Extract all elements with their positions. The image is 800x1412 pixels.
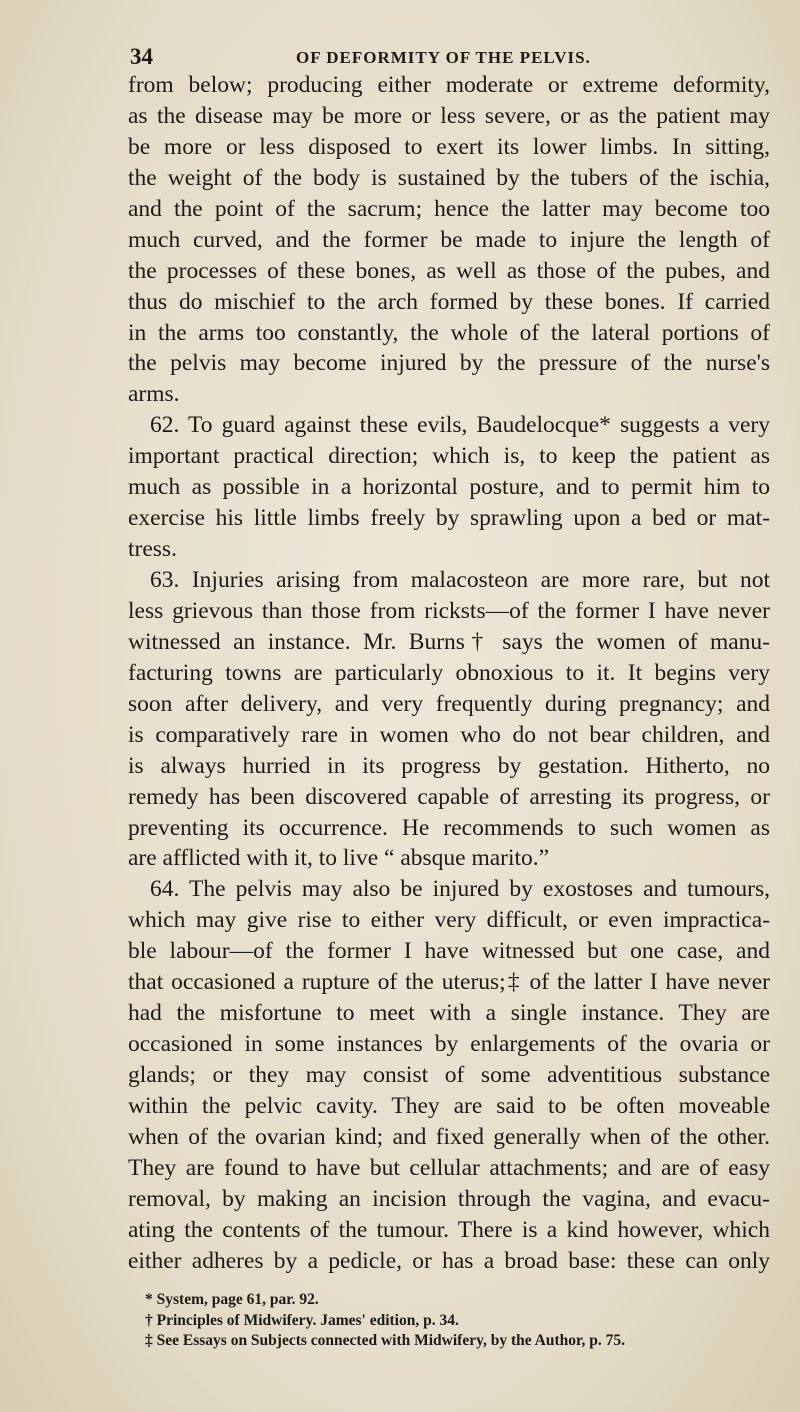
text-line: within the pelvic cavity. They are said to be often moveable xyxy=(128,1092,770,1119)
footnote: ‡ See Essays on Subjects connected with Midwifery, by the Author, p. 75. xyxy=(145,1332,625,1349)
text-line: soon after delivery, and very frequently during pregnancy; and xyxy=(128,690,770,717)
text-line: preventing its occurrence. He recommends to such women as xyxy=(128,814,770,841)
text-line: either adheres by a pedicle, or has a broad base: these can only xyxy=(128,1247,770,1274)
text-line: as the disease may be more or less severe, or as the patient may xyxy=(128,102,770,129)
text-line: are afflicted with it, to live “ absque marito.” xyxy=(128,845,550,872)
text-line: 63. Injuries arising from malacosteon are more rare, but not xyxy=(150,567,770,593)
text-line: had the misfortune to meet with a single instance. They are xyxy=(128,1000,770,1027)
text-line: thus do mischief to the arch formed by these bones. If carried xyxy=(128,288,770,315)
text-line: less grievous than those from ricksts—of the former I have never xyxy=(128,597,770,624)
paragraph xyxy=(128,874,770,1276)
text-line: exercise his little limbs freely by sprawling upon a bed or mat- xyxy=(128,505,770,532)
text-line: 64. The pelvis may also be injured by exostoses and tumours, xyxy=(150,876,770,903)
text-line: in the arms too constantly, the whole of the lateral portions of xyxy=(128,319,770,346)
running-title: OF DEFORMITY OF THE PELVIS. xyxy=(296,48,591,67)
text-line: much as possible in a horizontal posture, and to permit him to xyxy=(128,474,770,501)
text-line: occasioned in some instances by enlargements of the ovaria or xyxy=(128,1031,770,1058)
body-text xyxy=(128,70,770,1277)
text-line: from below; producing either moderate or extreme deformity, xyxy=(128,72,770,98)
text-line: 62. To guard against these evils, Baudelocque* suggests a very xyxy=(150,412,770,439)
text-line: tress. xyxy=(128,536,177,563)
text-line: glands; or they may consist of some adventitious substance xyxy=(128,1062,770,1088)
text-line: much curved, and the former be made to injure the length of xyxy=(128,226,770,253)
text-line: witnessed an instance. Mr. Burns† says the women of manu- xyxy=(128,628,770,655)
footnote: * System, page 61, par. 92. xyxy=(145,1291,319,1308)
footnote: † Principles of Midwifery. James' edition, p. 34. xyxy=(145,1311,459,1329)
text-line: be more or less disposed to exert its lower limbs. In sitting, xyxy=(128,133,770,160)
text-line: the weight of the body is sustained by the tubers of the ischia, xyxy=(128,164,770,191)
text-line: important practical direction; which is, to keep the patient as xyxy=(128,443,770,470)
footnotes xyxy=(145,1290,785,1352)
text-line: when of the ovarian kind; and fixed generally when of the other. xyxy=(128,1123,770,1150)
text-line: is always hurried in its progress by gestation. Hitherto, no xyxy=(128,752,770,779)
paragraph xyxy=(128,70,770,410)
text-line: and the point of the sacrum; hence the latter may become too xyxy=(128,195,770,222)
text-line: which may give rise to either very difficult, or even impractica- xyxy=(128,907,770,934)
paragraph xyxy=(128,565,770,874)
page-number: 34 xyxy=(130,44,153,69)
text-line: arms. xyxy=(128,381,180,408)
text-line: facturing towns are particularly obnoxious to it. It begins very xyxy=(128,659,770,686)
text-line: ble labour—of the former I have witnessed but one case, and xyxy=(128,938,770,965)
paragraph xyxy=(128,410,770,565)
text-line: the processes of these bones, as well as those of the pubes, and xyxy=(128,257,770,284)
text-line: remedy has been discovered capable of arresting its progress, or xyxy=(128,783,770,810)
text-line: ating the contents of the tumour. There is a kind however, which xyxy=(128,1216,770,1243)
text-line: removal, by making an incision through the vagina, and evacu- xyxy=(128,1185,770,1212)
text-line: They are found to have but cellular attachments; and are of easy xyxy=(128,1154,770,1181)
text-line: that occasioned a rupture of the uterus;‡ of the latter I have never xyxy=(128,969,770,996)
text-line: the pelvis may become injured by the pressure of the nurse's xyxy=(128,350,770,377)
text-line: is comparatively rare in women who do not bear children, and xyxy=(128,721,770,748)
